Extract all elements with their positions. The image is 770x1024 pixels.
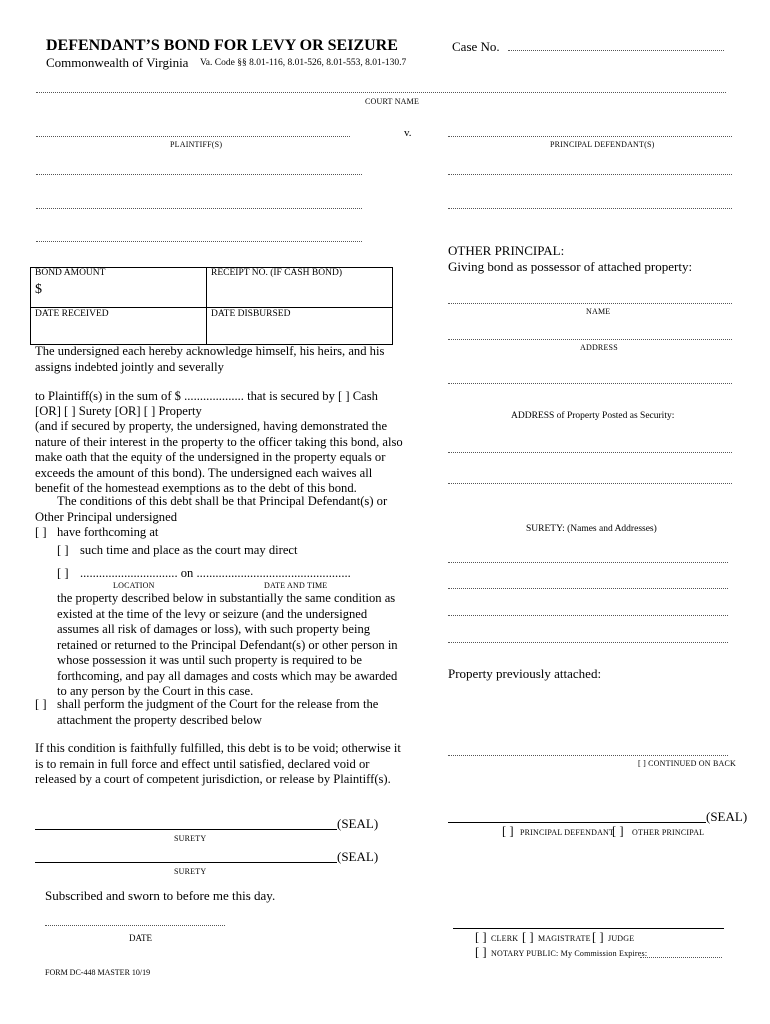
seal-label-2: (SEAL) (337, 849, 379, 864)
property-address-field-2[interactable] (448, 483, 732, 484)
address-label: ADDRESS (580, 343, 618, 352)
receipt-no-label: RECEIPT NO. (IF CASH BOND) (211, 268, 342, 278)
notary-label: NOTARY PUBLIC: My Commission Expires: (491, 949, 648, 958)
commission-expires-field[interactable] (640, 957, 722, 958)
subtitle: Commonwealth of Virginia (46, 55, 189, 70)
code-citation: Va. Code §§ 8.01-116, 8.01-526, 8.01-553, 8.01-130.7 (200, 58, 407, 68)
other-principal-address-field[interactable] (448, 339, 732, 340)
location-label: LOCATION (113, 581, 155, 590)
property-oath-paragraph: (and if secured by property, the undersigned, having demonstrated the nature of their interest in the property to the officer taking this bond, also make oath that the equity of the undersigned in the property equals or exceeds the amount of this bond). The undersigned each waives all benefit of the homestead exemptions as to the debt of this bond. (35, 419, 403, 495)
subscribed-text: Subscribed and sworn to before me this day. (45, 888, 276, 903)
surety-label-2: SURETY (174, 867, 207, 876)
other-principal-checkbox[interactable]: [ ] (612, 824, 624, 838)
principal-defendant-label: PRINCIPAL DEFENDANT(S) (550, 140, 655, 149)
property-condition-paragraph: the property described below in substantially the same condition as existed at the time of the levy or seizure (and the undersigned assumes all risk of damages or loss), with such property being retained or returned to the Principal Defendant(s) or other person in whose possession it was until such property is required to be forthcoming, and pay all damages and costs which may be awarded to any person by the Court in this case. (57, 591, 398, 698)
clerk-checkbox[interactable]: [ ] (475, 930, 487, 944)
name-label: NAME (586, 307, 611, 316)
principal-signature-line[interactable] (448, 822, 706, 823)
versus-label: v. (404, 127, 412, 139)
surety-field-4[interactable] (448, 642, 728, 643)
date-received-label: DATE RECEIVED (35, 309, 109, 319)
principal-defendant-checkbox[interactable]: [ ] (502, 824, 514, 838)
judge-label: JUDGE (608, 934, 635, 943)
other-principal-sig-label: OTHER PRINCIPAL (632, 828, 705, 837)
plaintiff-field-2[interactable] (36, 174, 362, 175)
security-type-line: [OR] [ ] Surety [OR] [ ] Property (35, 404, 202, 418)
void-condition-paragraph: If this condition is faithfully fulfilled, this debt is to be void; otherwise it is to remain in full force and effect until satisfied, declared void or released by a court of competent jurisdiction, or release by Plaintiff(s). (35, 741, 401, 786)
date-label: DATE (129, 933, 152, 943)
dollar-sign: $ (35, 282, 42, 297)
surety-field-3[interactable] (448, 615, 728, 616)
court-name-field[interactable] (36, 92, 726, 93)
perform-judgment-text: shall perform the judgment of the Court for the release from the attachment the property described below (57, 697, 379, 727)
surety-label-1: SURETY (174, 834, 207, 843)
bond-table-divider-v (206, 267, 207, 344)
perform-judgment-checkbox[interactable]: [ ] (35, 697, 47, 711)
plaintiff-label: PLAINTIFF(S) (170, 140, 223, 149)
forthcoming-label: have forthcoming at (57, 525, 159, 539)
sworn-date-field[interactable] (45, 925, 225, 926)
continued-on-back[interactable]: [ ] CONTINUED ON BACK (638, 759, 736, 768)
location-checkbox[interactable]: [ ] (57, 566, 69, 580)
sum-line: to Plaintiff(s) in the sum of $ ................... that is secured by [ ] Cash (35, 389, 378, 403)
bond-table (30, 267, 393, 345)
giving-bond-text: Giving bond as possessor of attached property: (448, 259, 693, 274)
location-date-line[interactable]: ............................... on ................................................. (80, 566, 351, 580)
surety-names-label: SURETY: (Names and Addresses) (526, 524, 657, 534)
such-time-checkbox[interactable]: [ ] (57, 543, 69, 557)
case-no-field[interactable] (508, 50, 724, 51)
other-principal-name-field[interactable] (448, 303, 732, 304)
bond-table-divider-h (30, 307, 392, 308)
principal-defendant-field-3[interactable] (448, 208, 732, 209)
other-principal-address-field-2[interactable] (448, 383, 732, 384)
date-disbursed-label: DATE DISBURSED (211, 309, 291, 319)
form-number: FORM DC-448 MASTER 10/19 (45, 968, 151, 977)
principal-defendant-sig-label: PRINCIPAL DEFENDANT (520, 828, 615, 837)
conditions-paragraph: The conditions of this debt shall be that Principal Defendant(s) or Other Principal undersigned (35, 494, 388, 524)
magistrate-checkbox[interactable]: [ ] (522, 930, 534, 944)
plaintiff-field-4[interactable] (36, 241, 362, 242)
judge-checkbox[interactable]: [ ] (592, 930, 604, 944)
such-time-label: such time and place as the court may direct (80, 543, 298, 557)
plaintiff-field[interactable] (36, 136, 350, 137)
court-name-label: COURT NAME (365, 97, 420, 106)
property-attached-label: Property previously attached: (448, 666, 602, 681)
clerk-label: CLERK (491, 934, 519, 943)
acknowledge-paragraph: The undersigned each hereby acknowledge himself, his heirs, and his assigns indebted jointly and severally (35, 344, 385, 374)
notary-checkbox[interactable]: [ ] (475, 945, 487, 959)
surety-field-2[interactable] (448, 588, 728, 589)
magistrate-label: MAGISTRATE (538, 934, 591, 943)
seal-label-1: (SEAL) (337, 816, 379, 831)
property-address-label: ADDRESS of Property Posted as Security: (511, 411, 675, 421)
date-time-label: DATE AND TIME (264, 581, 328, 590)
principal-defendant-field-2[interactable] (448, 174, 732, 175)
bond-amount-label: BOND AMOUNT (35, 268, 106, 278)
case-no-label: Case No. (452, 39, 500, 54)
property-attached-field[interactable] (448, 755, 728, 756)
plaintiff-field-3[interactable] (36, 208, 362, 209)
official-signature-line[interactable] (453, 928, 724, 929)
surety-signature-line-1[interactable] (35, 829, 337, 830)
form-title: DEFENDANT’S BOND FOR LEVY OR SEIZURE (46, 37, 398, 54)
surety-signature-line-2[interactable] (35, 862, 337, 863)
property-address-field[interactable] (448, 452, 732, 453)
other-principal-heading: OTHER PRINCIPAL: (448, 243, 565, 258)
forthcoming-checkbox[interactable]: [ ] (35, 525, 47, 539)
surety-field-1[interactable] (448, 562, 728, 563)
seal-label-3: (SEAL) (706, 809, 748, 824)
principal-defendant-field[interactable] (448, 136, 732, 137)
